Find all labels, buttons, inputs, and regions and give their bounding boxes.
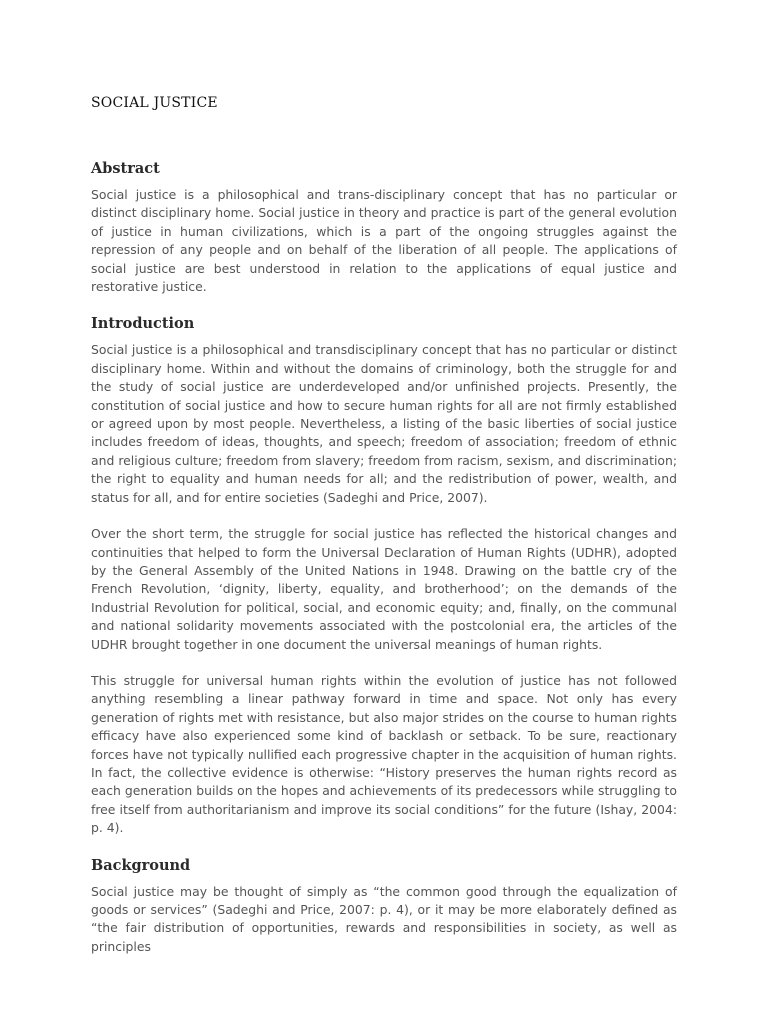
document-title: SOCIAL JUSTICE <box>91 95 218 111</box>
background-paragraph-1: Social justice may be thought of simply as “the common good through the equalization of goods or services” (Sadeghi and Price, 2007: p. 4), or it may be more elaborately defined as “the fair distribution of opportunities, rewards and responsibilities in society, as well as principles <box>91 883 677 954</box>
introduction-paragraph-1: Social justice is a philosophical and transdisciplinary concept that has no particular or distinct disciplinary home. Within and without the domains of criminology, both the struggle for and the study of social justice are underdeveloped and/or unfinished projects. Presently, the constitution of social justice and how to secure human rights for all are not firmly established or agreed upon by most people. Nevertheless, a listing of the basic liberties of social justice includes freedom of ideas, thoughts, and speech; freedom of association; freedom of ethnic and religious culture; freedom from slavery; freedom from racism, sexism, and discrimination; the right to equality and human needs for all; and the redistribution of power, wealth, and status for all, and for entire societies (Sadeghi and Price, 2007). <box>91 342 677 505</box>
introduction-paragraph-3: This struggle for universal human rights within the evolution of justice has not followed anything resembling a linear pathway forward in time and space. Not only has every generation of rights met with resistance, but also major strides on the course to human rights efficacy have also experienced some kind of backlash or setback. To be sure, reactionary forces have not typically nullified each progressive chapter in the acquisition of human rights. In fact, the collective evidence is otherwise: “History preserves the human rights record as each generation builds on the hopes and achievements of its predecessors while struggling to free itself from authoritarianism and improve its social conditions” for the future (Ishay, 2004: p. 4). <box>91 672 677 836</box>
document-body <box>91 92 677 956</box>
background-heading: Background <box>91 856 191 874</box>
introduction-paragraph-2: Over the short term, the struggle for social justice has reflected the historical changes and continuities that helped to form the Universal Declaration of Human Rights (UDHR), adopted by the General Assembly of the United Nations in 1948. Drawing on the battle cry of the French Revolution, ‘dignity, liberty, equality, and brotherhood’; on the demands of the Industrial Revolution for political, social, and economic equity; and, finally, on the communal and national solidarity movements associated with the postcolonial era, the articles of the UDHR brought together in one document the universal meanings of human rights. <box>91 526 677 652</box>
abstract-heading: Abstract <box>91 160 160 177</box>
introduction-heading: Introduction <box>91 315 195 333</box>
abstract-paragraph: Social justice is a philosophical and trans-disciplinary concept that has no particular or distinct disciplinary home. Social justice in theory and practice is part of the general evolution of justice in human civilizations, which is a part of the ongoing struggles against the repression of any people and on behalf of the liberation of all people. The applications of social justice are best understood in relation to the applications of equal justice and restorative justice. <box>91 187 677 295</box>
